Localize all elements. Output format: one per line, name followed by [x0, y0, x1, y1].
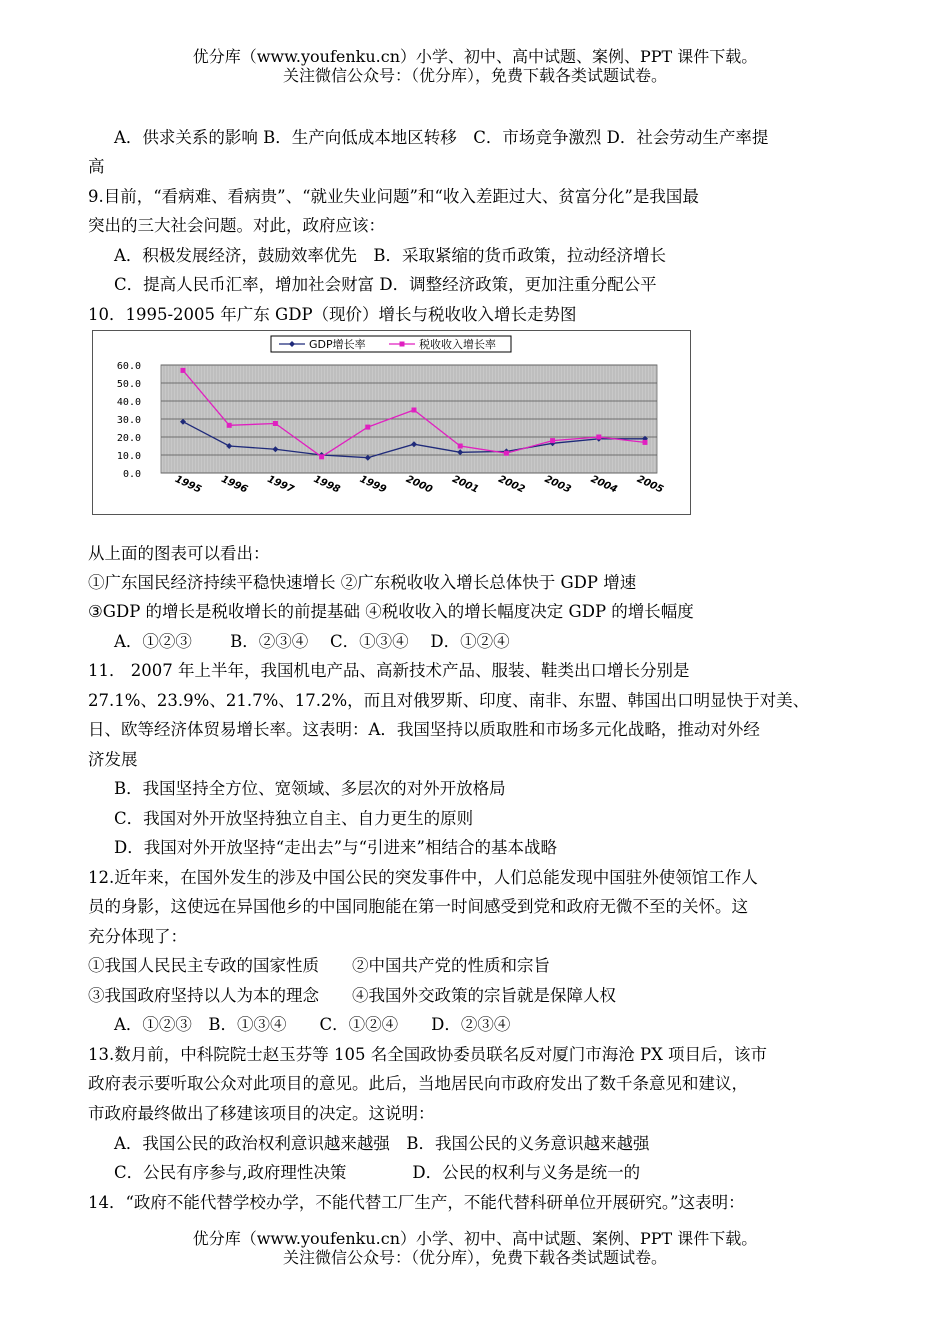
- legend-marker: [400, 342, 405, 347]
- x-tick-label: 1996: [219, 473, 250, 496]
- data-point: [596, 435, 601, 440]
- y-tick-label: 50.0: [116, 379, 141, 390]
- q14-stem: 14．“政府不能代替学校办学，不能代替工厂生产，不能代替科研单位开展研究。”这表明：: [88, 1193, 745, 1212]
- x-tick-label: 2002: [496, 473, 527, 496]
- q8-options-line: A．供求关系的影响 B．生产向低成本地区转移 C．市场竞争激烈 D．社会劳动生产率提: [114, 128, 769, 147]
- data-point: [550, 438, 555, 443]
- data-point: [273, 421, 278, 426]
- header-line-2: 关注微信公众号：（优分库），免费下载各类试题试卷。: [282, 66, 667, 85]
- data-point: [412, 408, 417, 413]
- legend-label: 税收收入增长率: [419, 338, 496, 351]
- footer-line-2: 关注微信公众号：（优分库），免费下载各类试题试卷。: [282, 1248, 667, 1267]
- q10-statements-12: ①广东国民经济持续平稳快速增长 ②广东税收收入增长总体快于 GDP 增速: [88, 573, 637, 592]
- q11-stem-line3: 日、欧等经济体贸易增长率。这表明：A．我国坚持以质取胜和市场多元化战略，推动对外经: [88, 720, 760, 739]
- y-tick-label: 10.0: [116, 451, 141, 462]
- q13-options-ab: A．我国公民的政治权利意识越来越强 B．我国公民的义务意识越来越强: [114, 1134, 650, 1153]
- q11-option-d: D．我国对外开放坚持“走出去”与“引进来”相结合的基本战略: [114, 838, 557, 857]
- data-point: [643, 440, 648, 445]
- chart-figure: [92, 330, 691, 515]
- q11-option-c: C．我国对外开放坚持独立自主、自力更生的原则: [114, 809, 474, 828]
- footer-line-1: 优分库（www.youfenku.cn）小学、初中、高中试题、案例、PPT 课件下载。: [192, 1229, 758, 1248]
- q10-options: A．①②③ B．②③④ C．①③④ D．①②④: [114, 632, 510, 651]
- q11-stem-line4: 济发展: [88, 750, 138, 769]
- y-tick-label: 60.0: [116, 361, 141, 372]
- q9-stem-line2: 突出的三大社会问题。对此，政府应该：: [88, 216, 385, 235]
- q11-option-b: B．我国坚持全方位、宽领域、多层次的对外开放格局: [114, 779, 506, 798]
- x-tick-label: 1999: [357, 473, 388, 496]
- data-point: [365, 425, 370, 430]
- q13-stem-line2: 政府表示要听取公众对此项目的意见。此后，当地居民向市政府发出了数千条意见和建议，: [88, 1074, 748, 1093]
- q11-stem-line2: 27.1%、23.9%、21.7%、17.2%，而且对俄罗斯、印度、南非、东盟、韩国出口明显快于对美、: [88, 691, 810, 710]
- data-point: [504, 451, 509, 456]
- q9-options-ab: A．积极发展经济，鼓励效率优先 B．采取紧缩的货币政策，拉动经济增长: [114, 246, 667, 265]
- q9-options-cd: C．提高人民币汇率，增加社会财富 D．调整经济政策，更加注重分配公平: [114, 275, 657, 294]
- q13-stem-line1: 13.数月前，中科院院士赵玉芬等 105 名全国政协委员联名反对厦门市海沧 PX 项目后，该市: [88, 1045, 768, 1064]
- x-tick-label: 2001: [450, 473, 481, 496]
- q11-stem-line1: 11． 2007 年上半年，我国机电产品、高新技术产品、服装、鞋类出口增长分别是: [88, 661, 690, 680]
- y-tick-label: 0.0: [122, 469, 141, 480]
- data-point: [227, 423, 232, 428]
- header-line-1: 优分库（www.youfenku.cn）小学、初中、高中试题、案例、PPT 课件下载。: [192, 47, 758, 66]
- data-point: [319, 454, 324, 459]
- line-chart: [93, 331, 690, 514]
- q12-statements-12: ①我国人民民主专政的国家性质 ②中国共产党的性质和宗旨: [88, 956, 550, 975]
- data-point: [181, 368, 186, 373]
- y-tick-label: 20.0: [116, 433, 141, 444]
- q10-stem: 10．1995-2005 年广东 GDP（现价）增长与税收收入增长走势图: [88, 305, 577, 324]
- y-tick-label: 40.0: [116, 397, 141, 408]
- q8-options-wrap: 高: [88, 157, 105, 176]
- q10-lead: 从上面的图表可以看出：: [88, 544, 270, 563]
- q9-stem-line1: 9.目前，“看病难、看病贵”、“就业失业问题”和“收入差距过大、贫富分化”是我国最: [88, 187, 699, 206]
- q12-stem-line1: 12.近年来，在国外发生的涉及中国公民的突发事件中，人们总能发现中国驻外使领馆工作人: [88, 868, 758, 887]
- q12-stem-line2: 员的身影，这使远在异国他乡的中国同胞能在第一时间感受到党和政府无微不至的关怀。这: [88, 897, 748, 916]
- page-header: [0, 47, 950, 85]
- legend-label: GDP增长率: [309, 338, 366, 351]
- x-tick-label: 1998: [311, 473, 342, 496]
- q12-statements-34: ③我国政府坚持以人为本的理念 ④我国外交政策的宗旨就是保障人权: [88, 986, 616, 1005]
- page-footer: [0, 1229, 950, 1267]
- q12-stem-line3: 充分体现了：: [88, 927, 187, 946]
- y-tick-label: 30.0: [116, 415, 141, 426]
- q13-stem-line3: 市政府最终做出了移建该项目的决定。这说明：: [88, 1104, 435, 1123]
- x-tick-label: 2005: [635, 473, 665, 496]
- data-point: [458, 444, 463, 449]
- x-tick-label: 1995: [173, 473, 203, 496]
- x-tick-label: 2000: [404, 473, 434, 496]
- q13-options-cd: C．公民有序参与,政府理性决策 D．公民的权利与义务是统一的: [114, 1163, 641, 1182]
- x-tick-label: 1997: [265, 473, 296, 496]
- q12-options: A．①②③ B．①③④ C．①②④ D．②③④: [114, 1015, 511, 1034]
- x-tick-label: 2003: [542, 473, 573, 496]
- x-tick-label: 2004: [588, 473, 619, 496]
- q10-statements-34: ③GDP 的增长是税收增长的前提基础 ④税收收入的增长幅度决定 GDP 的增长幅度: [88, 602, 694, 621]
